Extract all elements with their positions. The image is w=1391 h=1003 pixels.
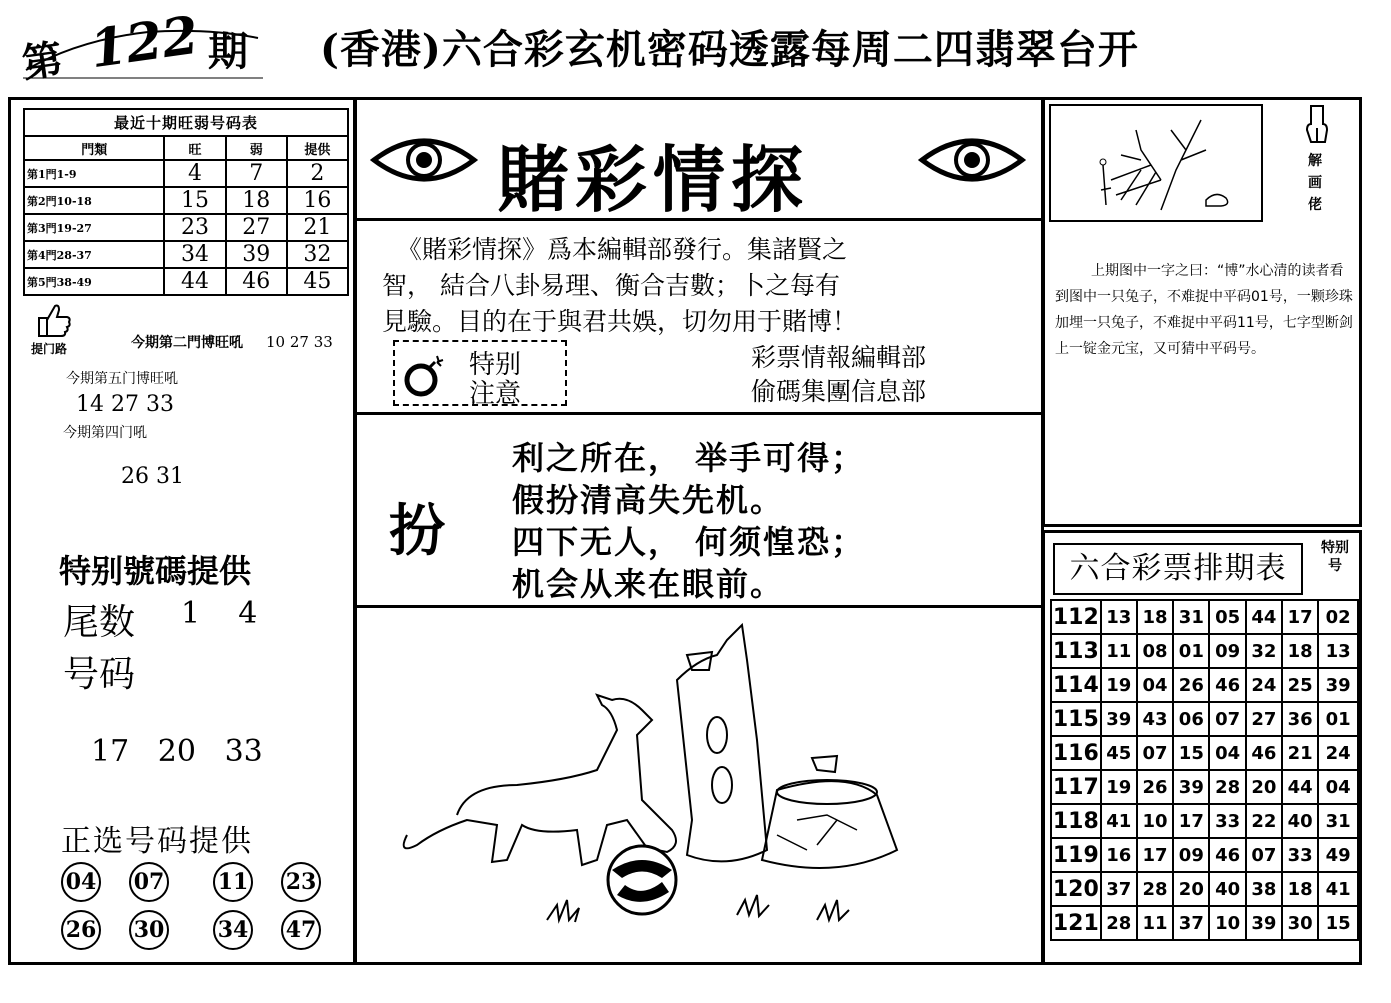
hint-label-char: 解 [1308,153,1322,169]
thumbs-up-icon [33,300,73,340]
schedule-number: 20 [1173,872,1209,906]
issue-badge [18,4,268,88]
schedule-number: 18 [1137,600,1173,634]
thumb-label: 提门路 [31,342,68,356]
row-label: 第3門19-27 [24,214,164,241]
schedule-row [1051,634,1358,668]
schedule-number: 16 [1101,838,1137,872]
zodiac-table [23,108,349,296]
schedule-box [1042,530,1362,965]
table-row [24,214,348,241]
poem-section [357,412,1041,608]
schedule-number: 45 [1101,736,1137,770]
schedule-row [1051,668,1358,702]
schedule-number: 39 [1101,702,1137,736]
weak-value: 7 [226,160,287,187]
schedule-number: 19 [1101,770,1137,804]
schedule-number: 10 [1209,906,1245,940]
schedule-number: 28 [1209,770,1245,804]
riddle-sketch [1081,110,1241,218]
schedule-issue: 116 [1051,736,1101,770]
table-row [24,268,348,295]
publisher: 彩票情報編輯部 [751,343,927,372]
schedule-special: 24 [1318,736,1358,770]
left-column [8,97,356,965]
schedule-number: 18 [1282,634,1318,668]
schedule-issue: 121 [1051,906,1101,940]
publisher: 偷碼集團信息部 [751,377,927,406]
schedule-number: 06 [1173,702,1209,736]
schedule-number: 05 [1209,600,1245,634]
gate4-label: 今期第四门吼 [63,425,147,441]
schedule-number: 28 [1101,906,1137,940]
poem-line: 机会从来在眼前。 [512,565,785,603]
schedule-number: 46 [1246,736,1282,770]
schedule-issue: 117 [1051,770,1101,804]
code-numbers: 17 20 33 [91,734,263,769]
schedule-special: 49 [1318,838,1358,872]
poem-line: 利之所在， 举手可得； [512,439,866,477]
page-title: (香港)六合彩玄机密码透露每周二四翡翠台开 [320,26,1139,73]
pick-number: 47 [281,910,321,950]
intro-line: 智， 結合八卦易理、衡合吉數；卜之每有 [382,271,840,300]
schedule-number: 37 [1173,906,1209,940]
strong-value: 44 [164,268,225,295]
riddle-text: 上期图中一字之曰：“博”水心清的读者看到图中一只兔子，不难捉中平码01号，一颗珍珠加埋一只兔子，不难捉中平码11号，七字型断剑上一锭金元宝，又可猜中平码号。 [1055,263,1353,357]
provide-value: 21 [287,214,348,241]
masthead [357,100,1041,221]
middle-column [354,97,1044,965]
schedule-number: 38 [1246,872,1282,906]
schedule-number: 26 [1137,770,1173,804]
gate5-numbers: 14 27 33 [76,392,174,417]
col-header: 門類 [24,136,164,160]
schedule-number: 24 [1246,668,1282,702]
row-label: 第1門1-9 [24,160,164,187]
col-header: 弱 [226,136,287,160]
schedule-number: 09 [1209,634,1245,668]
issue-prefix: 第 [19,35,66,88]
strong-value: 34 [164,241,225,268]
schedule-number: 01 [1173,634,1209,668]
notice-label: 特别 [469,350,522,380]
schedule-number: 44 [1282,770,1318,804]
pick-number: 30 [129,910,169,950]
schedule-number: 41 [1101,804,1137,838]
eye-icon [917,130,1027,190]
schedule-number: 43 [1137,702,1173,736]
pointing-hand-icon [1303,104,1333,144]
pick-number: 07 [129,862,169,902]
schedule-special: 31 [1318,804,1358,838]
schedule-number: 44 [1246,600,1282,634]
schedule-number: 20 [1246,770,1282,804]
pick-number: 26 [61,910,101,950]
strong-value: 15 [164,187,225,214]
poem-char: 扮 [389,499,445,564]
schedule-special: 41 [1318,872,1358,906]
schedule-special: 15 [1318,906,1358,940]
col-header: 旺 [164,136,225,160]
weak-value: 27 [226,214,287,241]
intro-line: 見驗。目的在于與君共娛，切勿用于賭博！ [382,307,858,336]
schedule-number: 30 [1282,906,1318,940]
schedule-number: 33 [1282,838,1318,872]
pick-number: 34 [213,910,253,950]
schedule-number: 08 [1137,634,1173,668]
schedule-number: 13 [1101,600,1137,634]
tail-label: 尾数 [63,602,136,643]
schedule-issue: 112 [1051,600,1101,634]
row-label: 第4門28-37 [24,241,164,268]
schedule-number: 07 [1209,702,1245,736]
schedule-number: 22 [1246,804,1282,838]
schedule-row [1051,906,1358,940]
schedule-issue: 120 [1051,872,1101,906]
schedule-number: 17 [1137,838,1173,872]
provide-value: 32 [287,241,348,268]
issue-number: 122 [86,4,203,81]
schedule-row [1051,770,1358,804]
schedule-special: 04 [1318,770,1358,804]
gate4-numbers: 26 31 [121,464,184,489]
schedule-number: 39 [1173,770,1209,804]
schedule-issue: 115 [1051,702,1101,736]
schedule-special: 39 [1318,668,1358,702]
provide-value: 2 [287,160,348,187]
poem-line: 假扮清高失先机。 [512,481,785,519]
zodiac-caption: 最近十期旺弱号码表 [24,109,348,136]
schedule-number: 39 [1246,906,1282,940]
schedule-number: 11 [1101,634,1137,668]
intro-line: 《賭彩情探》爲本編輯部發行。集諸賢之 [397,235,848,264]
schedule-special: 01 [1318,702,1358,736]
col-header: 提供 [287,136,348,160]
schedule-number: 04 [1209,736,1245,770]
riddle-image-frame [1049,104,1263,222]
schedule-number: 04 [1137,668,1173,702]
schedule-special: 13 [1318,634,1358,668]
schedule-row [1051,702,1358,736]
strong-value: 4 [164,160,225,187]
schedule-number: 11 [1137,906,1173,940]
special-title: 特别號碼提供 [59,552,252,590]
schedule-row [1051,838,1358,872]
provide-value: 16 [287,187,348,214]
pick-number: 11 [213,862,253,902]
schedule-issue: 119 [1051,838,1101,872]
gate2-label: 今期第二門博旺吼 [131,335,243,351]
weak-value: 46 [226,268,287,295]
gate2-numbers: 10 27 33 [266,333,333,351]
pick-number: 23 [281,862,321,902]
fox-illustration [397,620,997,940]
schedule-number: 21 [1282,736,1318,770]
eye-icon [369,130,479,190]
gate5-label: 今期第五门博旺吼 [66,371,178,387]
code-label: 号码 [63,654,136,695]
schedule-number: 32 [1246,634,1282,668]
tail-numbers: 1 4 [181,596,258,631]
schedule-number: 25 [1282,668,1318,702]
special-column-label: 特别号 [1321,540,1349,574]
schedule-number: 28 [1137,872,1173,906]
schedule-number: 19 [1101,668,1137,702]
schedule-number: 10 [1137,804,1173,838]
schedule-number: 18 [1282,872,1318,906]
notice-label: 注意 [469,379,522,409]
schedule-number: 15 [1173,736,1209,770]
schedule-number: 33 [1209,804,1245,838]
weak-value: 18 [226,187,287,214]
schedule-number: 27 [1246,702,1282,736]
riddle-box [1042,97,1362,527]
weak-value: 39 [226,241,287,268]
schedule-number: 40 [1282,804,1318,838]
schedule-table [1050,599,1359,941]
pick-number: 04 [61,862,101,902]
schedule-number: 26 [1173,668,1209,702]
schedule-number: 17 [1173,804,1209,838]
schedule-special: 02 [1318,600,1358,634]
notice-box [393,340,567,409]
schedule-number: 17 [1282,600,1318,634]
row-label: 第2門10-18 [24,187,164,214]
pick-title: 正选号码提供 [61,824,253,859]
poem-line: 四下无人， 何须惶恐； [512,523,866,561]
hint-label-char: 画 [1308,175,1322,191]
schedule-number: 31 [1173,600,1209,634]
row-label: 第5門38-49 [24,268,164,295]
schedule-issue: 114 [1051,668,1101,702]
schedule-title: 六合彩票排期表 [1053,543,1303,595]
schedule-issue: 118 [1051,804,1101,838]
schedule-number: 36 [1282,702,1318,736]
schedule-row [1051,872,1358,906]
strong-value: 23 [164,214,225,241]
schedule-number: 37 [1101,872,1137,906]
schedule-row [1051,804,1358,838]
issue-suffix: 期 [208,28,248,75]
table-row [24,241,348,268]
schedule-number: 07 [1137,736,1173,770]
schedule-row [1051,736,1358,770]
schedule-row [1051,600,1358,634]
hint-label-char: 佬 [1308,197,1322,213]
table-row [24,187,348,214]
schedule-number: 40 [1209,872,1245,906]
schedule-number: 46 [1209,838,1245,872]
table-row [24,160,348,187]
bomb-icon [401,352,447,398]
schedule-number: 07 [1246,838,1282,872]
schedule-number: 46 [1209,668,1245,702]
schedule-issue: 113 [1051,634,1101,668]
magazine-title: 賭彩情探 [497,137,810,222]
schedule-number: 09 [1173,838,1209,872]
provide-value: 45 [287,268,348,295]
